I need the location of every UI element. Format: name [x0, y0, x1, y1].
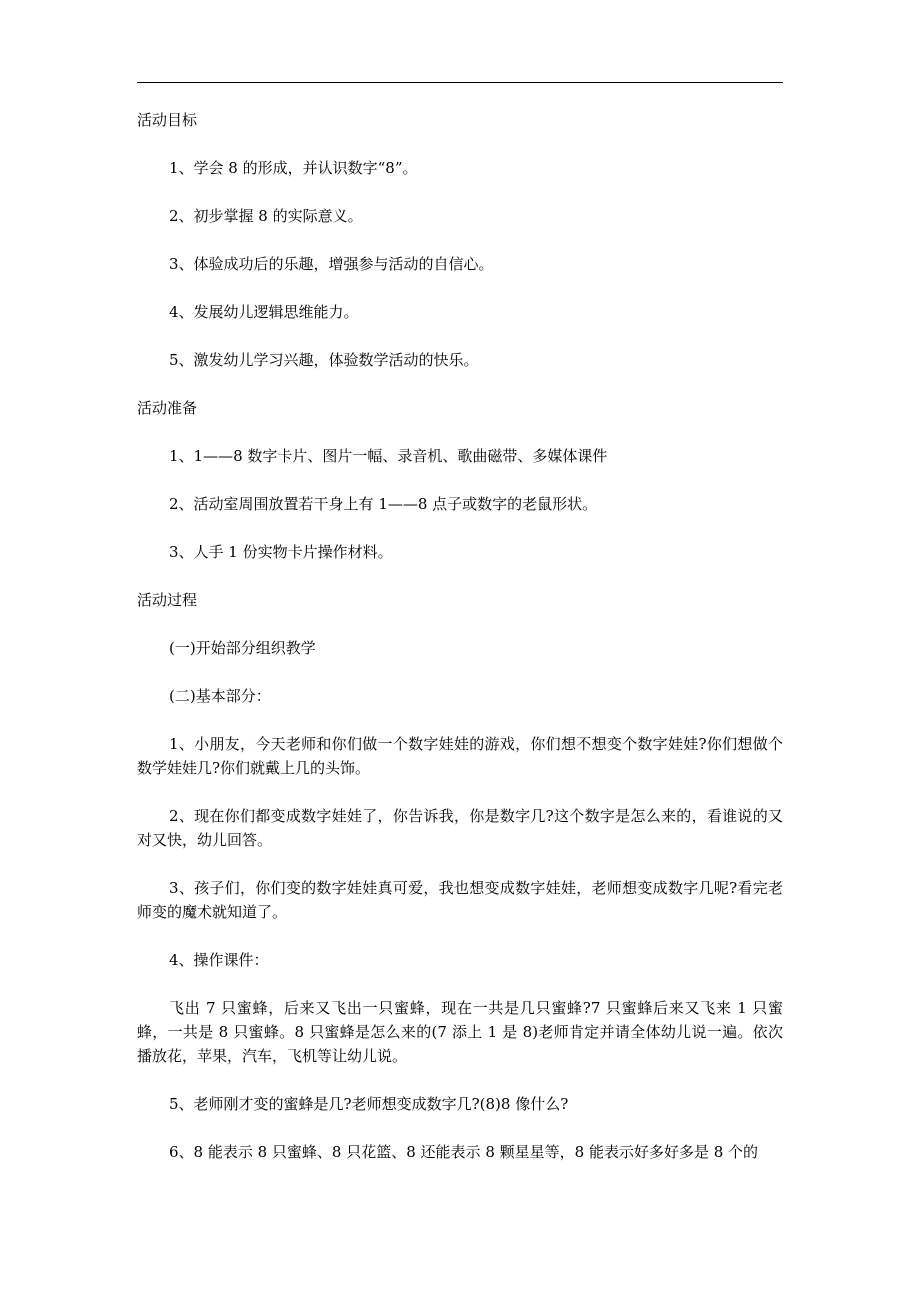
goal-item-2: 2、初步掌握 8 的实际意义。 — [169, 207, 363, 225]
process-heading: 活动过程 — [137, 591, 198, 609]
process-item-4: 2、现在你们都变成数字娃娃了，你告诉我，你是数字几?这个数字是怎么来的，看谁说的又对又快，幼儿回答。 — [137, 807, 783, 849]
process-item-8: 5、老师刚才变的蜜蜂是几?老师想变成数字几?(8)8 像什么? — [169, 1095, 569, 1113]
document-body — [137, 108, 783, 1188]
goals-heading: 活动目标 — [137, 111, 198, 129]
goal-item-1: 1、学会 8 的形成，并认识数字“8”。 — [169, 159, 418, 177]
preparation-item-1: 1、1——8 数字卡片、图片一幅、录音机、歌曲磁带、多媒体课件 — [169, 447, 608, 465]
preparation-item-2: 2、活动室周围放置若干身上有 1——8 点子或数字的老鼠形状。 — [169, 495, 598, 513]
header-rule — [137, 82, 783, 83]
process-item-3: 1、小朋友，今天老师和你们做一个数字娃娃的游戏，你们想不想变个数字娃娃?你们想做个数学娃娃几?你们就戴上几的头饰。 — [137, 735, 783, 777]
process-item-1: (一)开始部分组织教学 — [169, 639, 316, 657]
process-item-9: 6、8 能表示 8 只蜜蜂、8 只花篮、8 还能表示 8 颗星星等，8 能表示好多好多是 8 个的 — [169, 1143, 759, 1161]
goal-item-3: 3、体验成功后的乐趣，增强参与活动的自信心。 — [169, 255, 494, 273]
process-item-2: (二)基本部分： — [169, 687, 271, 705]
preparation-item-3: 3、人手 1 份实物卡片操作材料。 — [169, 543, 393, 561]
goal-item-5: 5、激发幼儿学习兴趣，体验数学活动的快乐。 — [169, 351, 479, 369]
goal-item-4: 4、发展幼儿逻辑思维能力。 — [169, 303, 359, 321]
preparation-heading: 活动准备 — [137, 399, 198, 417]
process-item-7: 飞出 7 只蜜蜂，后来又飞出一只蜜蜂，现在一共是几只蜜蜂?7 只蜜蜂后来又飞来 1 只蜜蜂，一共是 8 只蜜蜂。8 只蜜蜂是怎么来的(7 添上 1 是 8)老师肯定并请全体幼儿说一遍。依次播放花，苹果，汽车，飞机等让幼儿说。 — [137, 999, 783, 1065]
process-item-5: 3、孩子们，你们变的数字娃娃真可爱，我也想变成数字娃娃，老师想变成数字几呢?看完老师变的魔术就知道了。 — [137, 879, 783, 921]
process-item-6: 4、操作课件： — [169, 951, 269, 969]
